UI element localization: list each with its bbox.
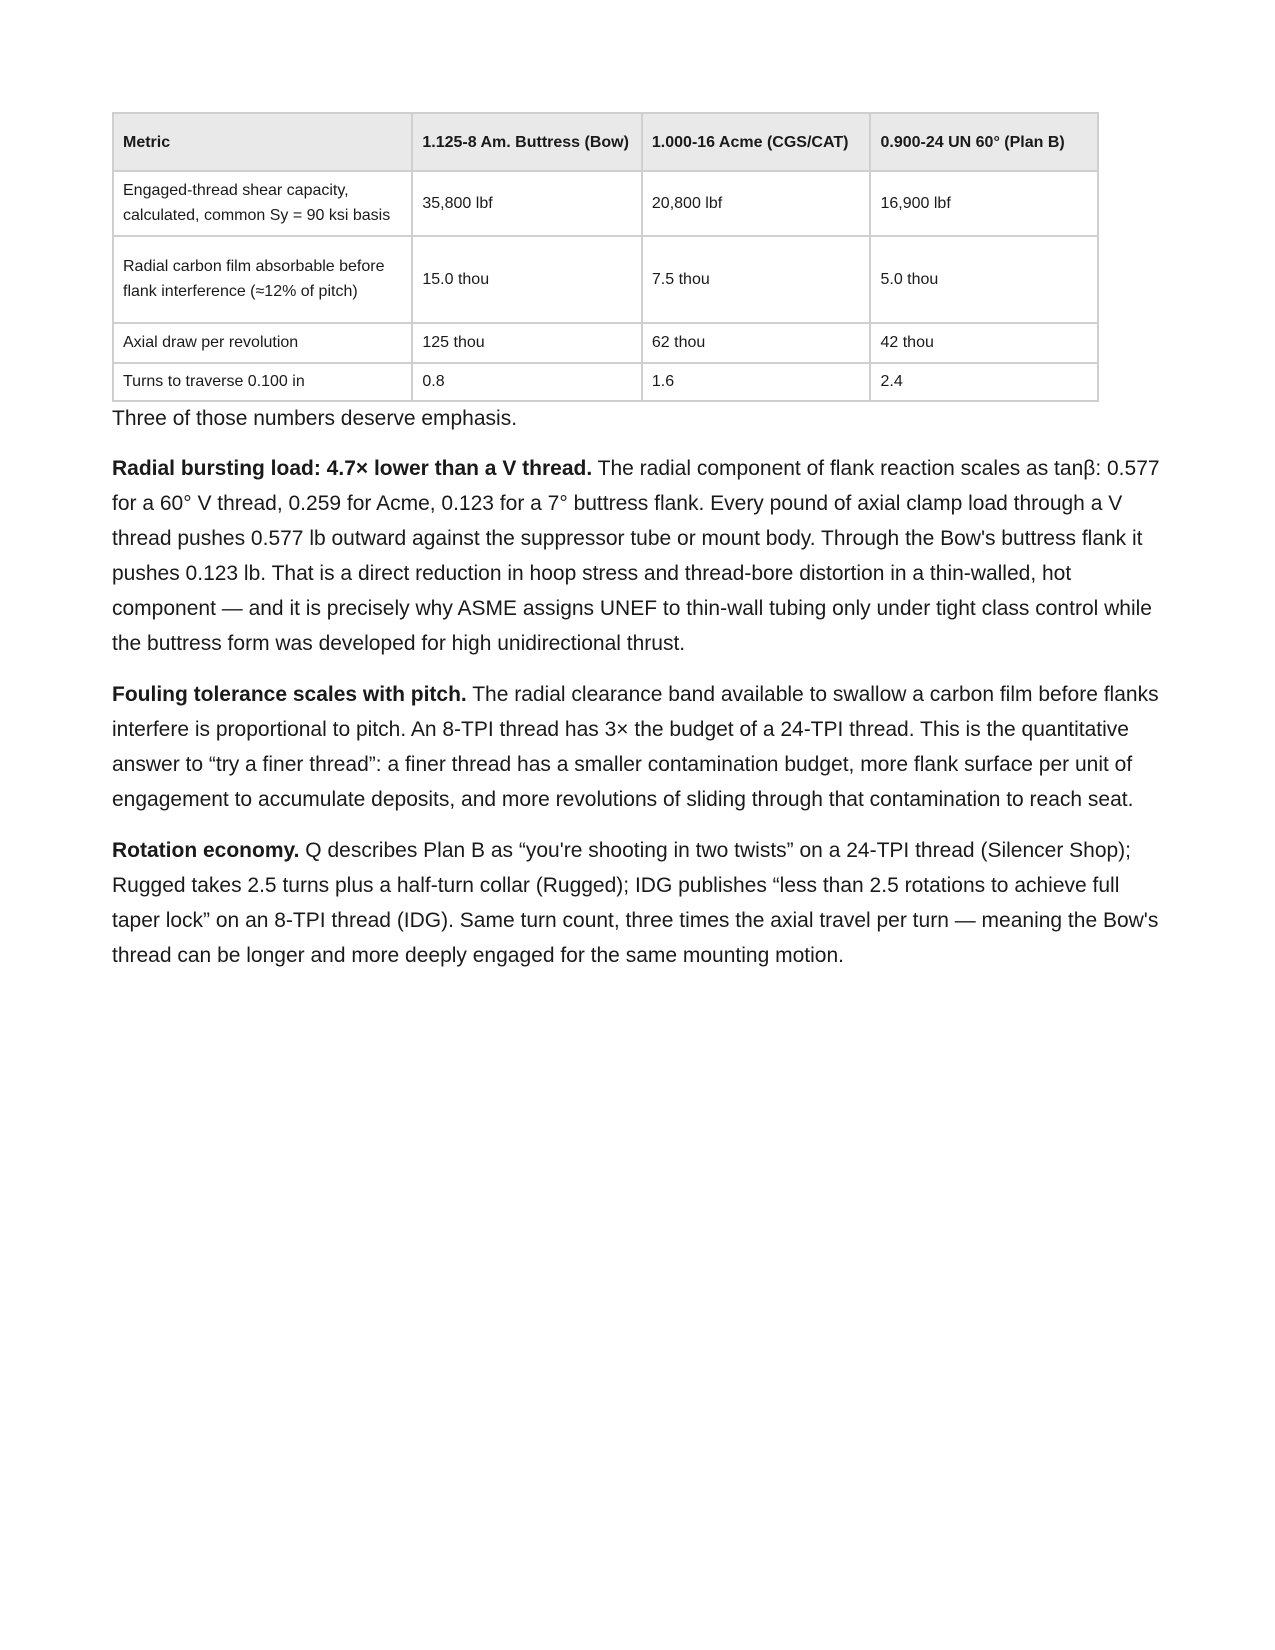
metric-cell: Engaged-thread shear capacity, calculated, common Sy = 90 ksi basis bbox=[113, 171, 412, 236]
value-cell: 0.8 bbox=[412, 363, 642, 401]
value-cell: 5.0 thou bbox=[870, 236, 1098, 323]
thread-comparison-table bbox=[112, 112, 1099, 402]
table-row bbox=[113, 236, 1098, 323]
metric-cell: Radial carbon film absorbable before flank interference (≈12% of pitch) bbox=[113, 236, 412, 323]
value-cell: 125 thou bbox=[412, 323, 642, 363]
metric-cell: Axial draw per revolution bbox=[113, 323, 412, 363]
paragraph-body: The radial component of flank reaction scales as tanβ: 0.577 for a 60° V thread, 0.259 for Acme, 0.123 for a 7° buttress flank. Every pound of axial clamp load through a V thread pushes 0.577 lb outward against the suppressor tube or mount body. Through the Bow's buttress flank it pushes 0.123 lb. That is a direct reduction in hoop stress and thread-bore distortion in a thin-walled, hot component — and it is precisely why ASME assigns UNEF to thin-wall tubing only under tight class control while the buttress form was developed for high unidirectional thrust. bbox=[112, 457, 1160, 655]
paragraph-body: Q describes Plan B as “you're shooting in two twists” on a 24-TPI thread (Silencer Shop); Rugged takes 2.5 turns plus a half-turn collar (Rugged); IDG publishes “less than 2.5 rotations to achieve full taper lock” on an 8-TPI thread (IDG). Same turn count, three times the axial travel per turn — meaning the Bow's thread can be longer and more deeply engaged for the same mounting motion. bbox=[112, 839, 1159, 967]
paragraph-body: The radial clearance band available to swallow a carbon film before flanks interfere is proportional to pitch. An 8-TPI thread has 3× the budget of a 24-TPI thread. This is the quantitative answer to “try a finer thread”: a finer thread has a smaller contamination budget, more flank surface per unit of engagement to accumulate deposits, and more revolutions of sliding through that contamination to reach seat. bbox=[112, 683, 1159, 811]
paragraph-lead: Radial bursting load: 4.7× lower than a V thread. bbox=[112, 457, 593, 480]
value-cell: 1.6 bbox=[642, 363, 871, 401]
table-row bbox=[113, 171, 1098, 236]
paragraph-radial-bursting bbox=[112, 451, 1162, 661]
value-cell: 20,800 lbf bbox=[642, 171, 871, 236]
column-header: 1.000-16 Acme (CGS/CAT) bbox=[642, 113, 871, 171]
document-page bbox=[112, 112, 1162, 973]
column-header: 0.900-24 UN 60° (Plan B) bbox=[870, 113, 1098, 171]
paragraph-lead: Rotation economy. bbox=[112, 839, 300, 862]
column-header: 1.125-8 Am. Buttress (Bow) bbox=[412, 113, 642, 171]
table-row bbox=[113, 323, 1098, 363]
paragraph-lead: Fouling tolerance scales with pitch. bbox=[112, 683, 467, 706]
value-cell: 7.5 thou bbox=[642, 236, 871, 323]
paragraph-fouling-tolerance bbox=[112, 677, 1162, 817]
value-cell: 35,800 lbf bbox=[412, 171, 642, 236]
value-cell: 16,900 lbf bbox=[870, 171, 1098, 236]
metric-cell: Turns to traverse 0.100 in bbox=[113, 363, 412, 401]
column-header: Metric bbox=[113, 113, 412, 171]
table-header-row bbox=[113, 113, 1098, 171]
paragraph-rotation-economy bbox=[112, 833, 1162, 973]
intro-sentence: Three of those numbers deserve emphasis. bbox=[112, 407, 518, 430]
value-cell: 15.0 thou bbox=[412, 236, 642, 323]
value-cell: 2.4 bbox=[870, 363, 1098, 401]
table-row bbox=[113, 363, 1098, 401]
value-cell: 62 thou bbox=[642, 323, 871, 363]
value-cell: 42 thou bbox=[870, 323, 1098, 363]
